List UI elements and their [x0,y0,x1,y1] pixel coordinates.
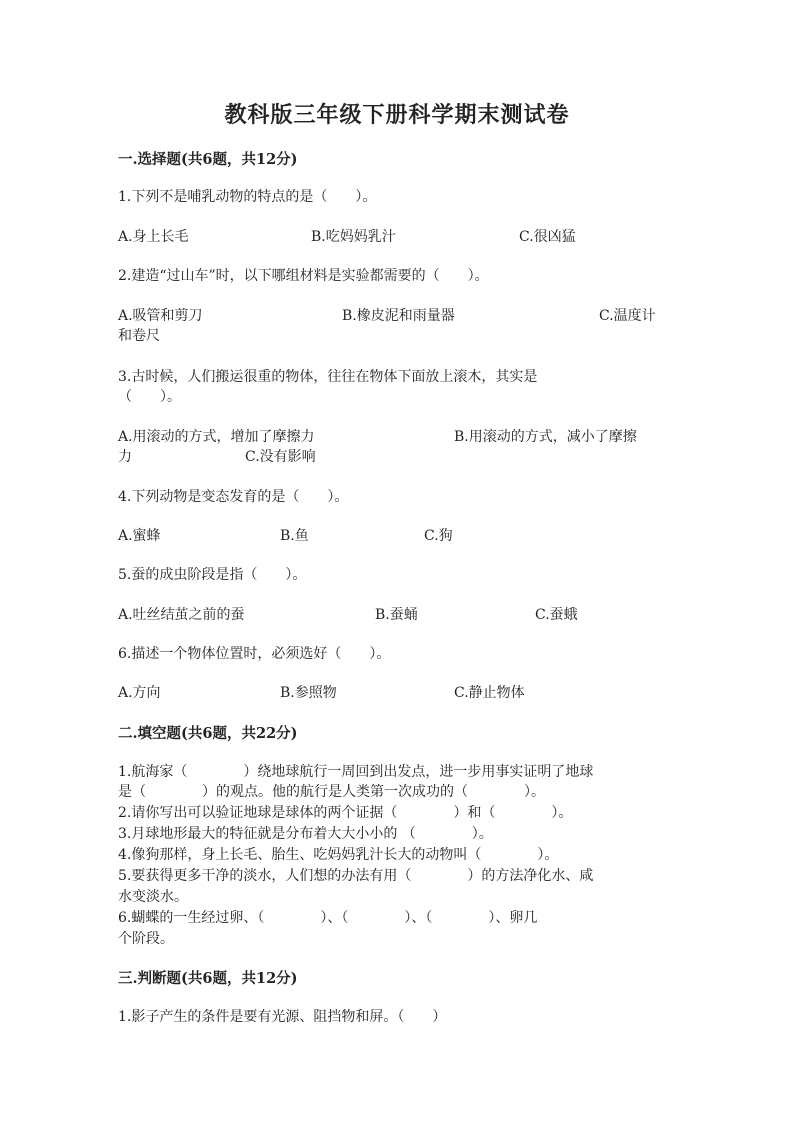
question-text: 3.古时候，人们搬运很重的物体，往往在物体下面放上滚木，其实是 [118,369,538,385]
option-a: A.用滚动的方式，增加了摩擦力 [118,429,315,445]
fill-line: 6.蝴蝶的一生经过卵、（ ）、（ ）、（ ）、卵几 [118,910,538,926]
fill-line: 3.月球地形最大的特征就是分布着大大小小的 （ ）。 [118,826,493,842]
option-b: B.橡皮泥和雨量器 [342,308,455,324]
option-b: B.吃妈妈乳汁 [311,229,396,245]
question-text: 1.影子产生的条件是要有光源、阻挡物和屏。（ ） [118,1009,447,1025]
option-a: A.身上长毛 [118,229,189,245]
fill-line: 5.要获得更多干净的淡水，人们想的办法有用（ ）的方法净化水、咸 [118,868,594,884]
section-heading-true-false: 三.判断题(共6题，共12分) [118,970,298,987]
question-text-continued: （ ）。 [118,389,181,405]
option-a: A.吐丝结茧之前的蚕 [118,607,245,623]
option-c: C.静止物体 [454,685,525,701]
question-text: 1.下列不是哺乳动物的特点的是（ ）。 [118,189,377,205]
option-b: B.鱼 [280,528,309,544]
option-c: C.温度计 [599,308,656,324]
fill-line: 4.像狗那样，身上长毛、胎生、吃妈妈乳汁长大的动物叫（ ）。 [118,847,559,863]
question-text: 2.建造“过山车”时，以下哪组材料是实验都需要的（ ）。 [118,268,489,284]
fill-line: 1.航海家（ ）绕地球航行一周回到出发点，进一步用事实证明了地球 [118,764,594,780]
option-b: B.用滚动的方式，减小了摩擦 [454,429,637,445]
fill-line: 个阶段。 [118,931,174,947]
fill-line: 是（ ）的观点。他的航行是人类第一次成功的（ ）。 [118,784,545,800]
option-c: C.狗 [424,528,453,544]
section-heading-choice: 一.选择题(共6题，共12分) [118,151,298,168]
option-b: B.参照物 [280,685,337,701]
fill-line: 2.请你写出可以验证地球是球体的两个证据（ ）和（ ）。 [118,805,573,821]
question-text: 5.蚕的成虫阶段是指（ ）。 [118,567,307,583]
question-text: 4.下列动物是变态发育的是（ ）。 [118,489,349,505]
option-c: C.蚕蛾 [535,607,578,623]
page-title: 教科版三年级下册科学期末测试卷 [224,102,570,128]
option-a: A.方向 [118,685,161,701]
section-heading-fill-blank: 二.填空题(共6题，共22分) [118,725,298,742]
option-a: A.蜜蜂 [118,528,161,544]
option-b: B.蚕蛹 [375,607,418,623]
option-c: C.很凶猛 [519,229,576,245]
option-c: C.没有影响 [245,449,316,465]
option-a: A.吸管和剪刀 [118,308,203,324]
option-b-continued: 力 [118,449,132,465]
fill-line: 水变淡水。 [118,889,188,905]
question-text: 6.描述一个物体位置时，必须选好（ ）。 [118,646,391,662]
option-c-continued: 和卷尺 [118,328,160,344]
